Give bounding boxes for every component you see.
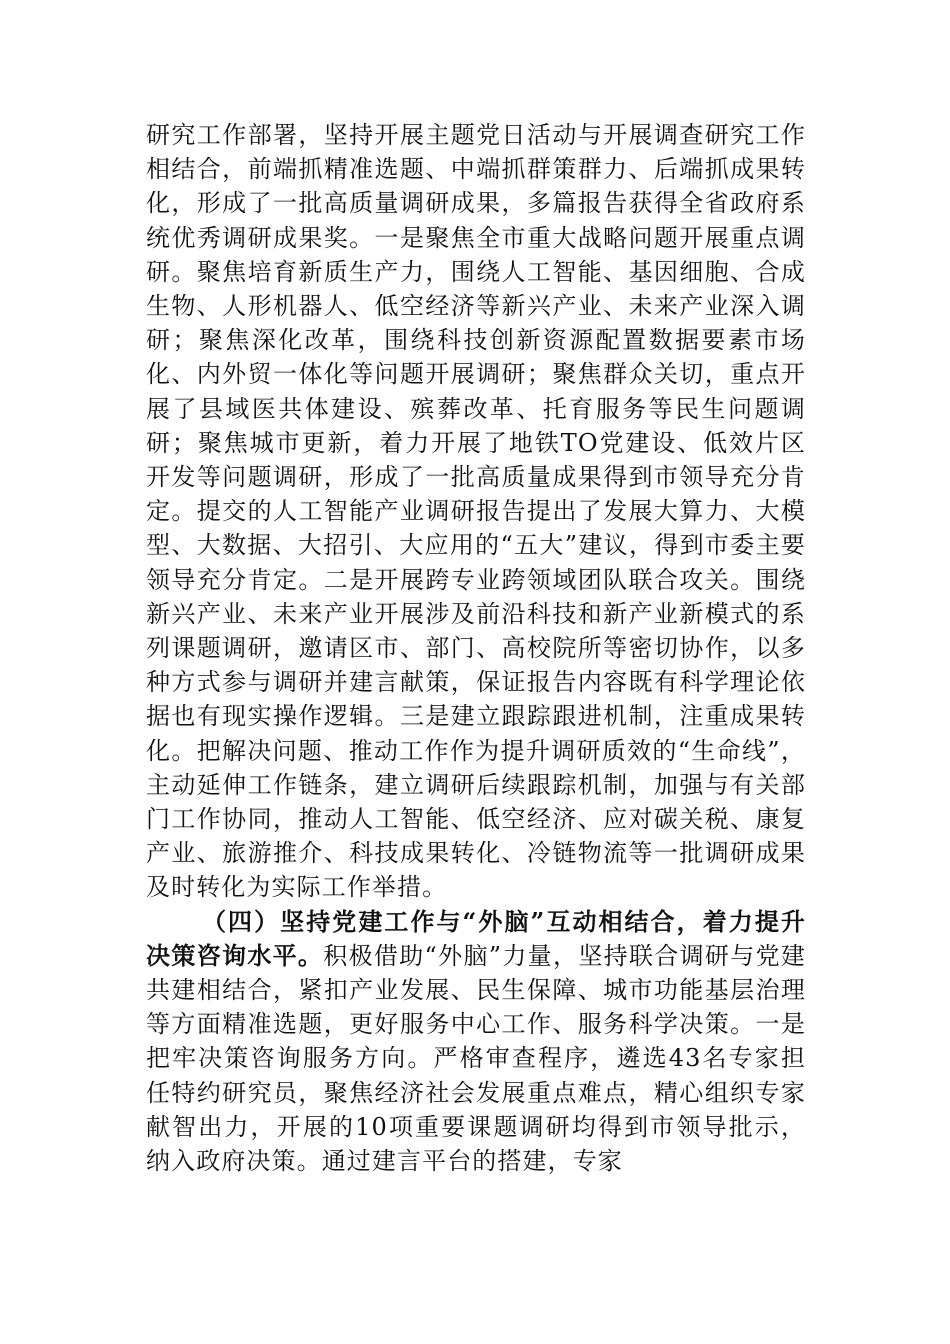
section-heading-four: （四）坚持党建工作与“外脑”互动相结合，着力提升决策咨询水平。 (146, 906, 806, 970)
paragraph-research-outcomes: 研究工作部署，坚持开展主题党日活动与开展调查研究工作相结合，前端抓精准选题、中端抓群策群力、后端抓成果转化，形成了一批高质量调研成果，多篇报告获得全省政府系统优秀调研成果奖。一是聚焦全市重大战略问题开展重点调研。聚焦培育新质生产力，围绕人工智能、基因细胞、合成生物、人形机器人、低空经济等新兴产业、未来产业深入调研；聚焦深化改革，围绕科技创新资源配置数据要素市场化、内外贸一体化等问题开展调研；聚焦群众关切，重点开展了县域医共体建设、殡葬改革、托育服务等民生问题调研；聚焦城市更新，着力开展了地铁TO党建设、低效片区开发等问题调研，形成了一批高质量成果得到市领导充分肯定。提交的人工智能产业调研报告提出了发展大算力、大模型、大数据、大招引、大应用的“五大”建议，得到市委主要领导充分肯定。二是开展跨专业跨领域团队联合攻关。围绕新兴产业、未来产业开展涉及前沿科技和新产业新模式的系列课题调研，邀请区市、部门、高校院所等密切协作，以多种方式参与调研并建言献策，保证报告内容既有科学理论依据也有现实操作逻辑。三是建立跟踪跟进机制，注重成果转化。把解决问题、推动工作作为提升调研质效的“生命线”，主动延伸工作链条，建立调研后续跟踪机制，加强与有关部门工作协同，推动人工智能、低空经济、应对碳关税、康复产业、旅游推介、科技成果转化、冷链物流等一批调研成果及时转化为实际工作举措。 (146, 121, 806, 902)
document-body (146, 118, 806, 1178)
paragraph-external-brain (146, 905, 806, 1179)
paragraph-external-brain-text: 积极借助“外脑”力量，坚持联合调研与党建共建相结合，紧扣产业发展、民生保障、城市功能基层治理等方面精准选题，更好服务中心工作、服务科学决策。一是把牢决策咨询服务方向。严格审查程序，遴选43名专家担任特约研究员，聚焦经济社会发展重点难点，精心组织专家献智出力，开展的10项重要课题调研均得到市领导批示，纳入政府决策。通过建言平台的搭建，专家 (146, 941, 806, 1176)
